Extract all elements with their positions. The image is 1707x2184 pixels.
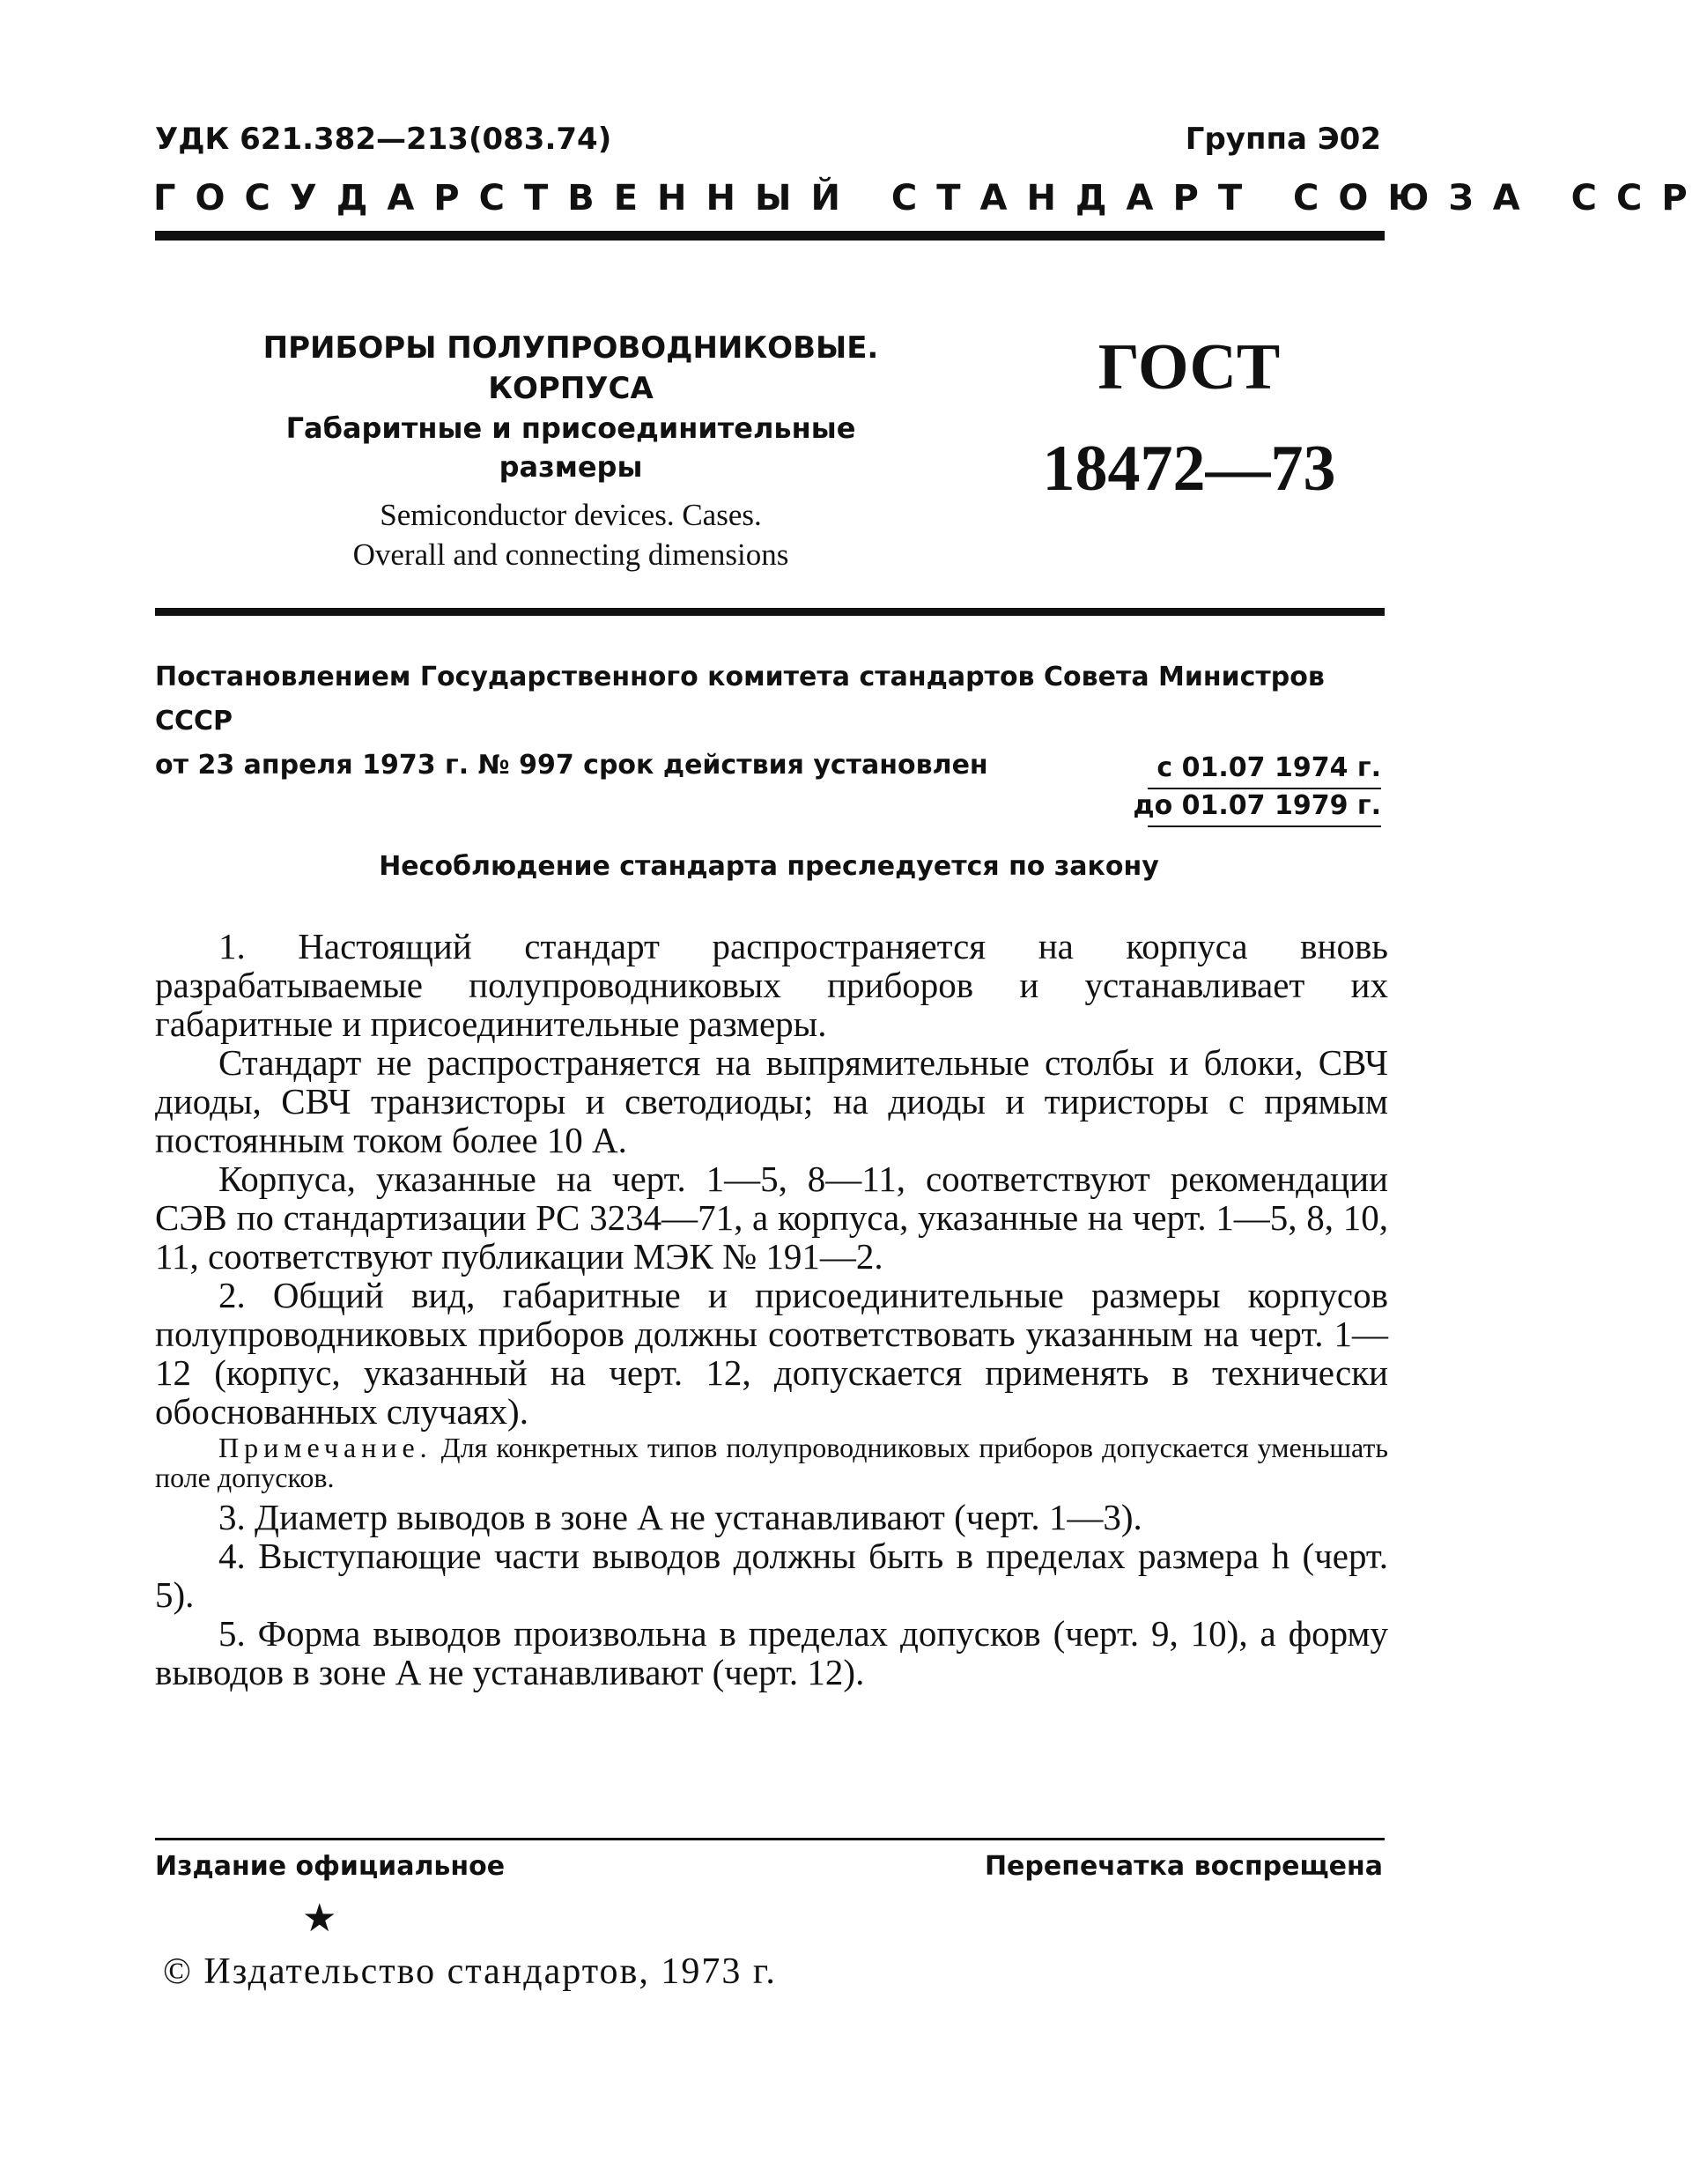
- title-rule: [155, 608, 1385, 616]
- date-underline: [1148, 825, 1381, 827]
- state-standard-banner: ГОСУДАРСТВЕННЫЙ СТАНДАРТ СОЮЗА ССР: [153, 178, 1707, 218]
- standard-body-text: [155, 927, 1388, 1692]
- date-underline: [1148, 788, 1381, 789]
- title-english-line2: Overall and connecting dimensions: [352, 537, 789, 572]
- document-title-block: [210, 328, 932, 574]
- copyright-notice: © Издательство стандартов, 1973 г.: [163, 1951, 777, 1992]
- clause-5-paragraph: 5. Форма выводов произвольна в пределах допусков (черт. 9, 10), а форму выводов в зоне A не устанавливают (черт. 12).: [155, 1613, 1388, 1692]
- header-rule: [155, 231, 1385, 241]
- note-text: Для конкретных типов полупроводниковых приборов допускается уменьшать поле допусков.: [155, 1432, 1389, 1493]
- gost-number: 18472—73: [1042, 433, 1336, 505]
- official-edition-label: Издание официальное: [155, 1851, 506, 1882]
- clause-1-exclusions: Стандарт не распространяется на выпрямительные столбы и блоки, СВЧ диоды, СВЧ транзисторы и светодиоды; на диоды и тиристоры с прямым постоянным током более 10 А.: [155, 1042, 1388, 1160]
- clause-1-references: Корпуса, указанные на черт. 1—5, 8—11, соответствуют рекомендации СЭВ по стандартизации PC 3234—71, а корпуса, указанные на черт. 1—5, 8, 10, 11, соответствуют публикации МЭК № 191—2.: [155, 1159, 1388, 1277]
- clause-3-paragraph: 3. Диаметр выводов в зоне A не устанавливают (черт. 1—3).: [218, 1497, 1142, 1537]
- validity-date-from: с 01.07 1974 г.: [1156, 752, 1381, 783]
- reprint-prohibited-label: Перепечатка воспрещена: [984, 1851, 1383, 1882]
- title-english-line1: Semiconductor devices. Cases.: [380, 498, 762, 532]
- legal-warning: Несоблюдение стандарта преследуется по закону: [379, 851, 1159, 882]
- group-code: Группа Э02: [1185, 122, 1381, 157]
- footer-rule: [155, 1838, 1385, 1840]
- clause-1-paragraph: 1. Настоящий стандарт распространяется на корпуса вновь разрабатываемые полупроводниковых приборов и устанавливает их габаритные и присоединительные размеры.: [155, 926, 1388, 1044]
- gost-label: ГОСТ: [1097, 331, 1281, 403]
- validity-date-to: до 01.07 1979 г.: [1133, 790, 1381, 821]
- decree-line1: Постановлением Государственного комитета стандартов Совета Министров СССР: [155, 662, 1325, 737]
- title-subtitle-line1: Габаритные и присоединительные: [285, 411, 856, 445]
- clause-4-paragraph: 4. Выступающие части выводов должны быть в пределах размера h (черт. 5).: [155, 1536, 1388, 1615]
- decree-line2: от 23 апреля 1973 г. № 997 срок действия установлен: [155, 750, 988, 781]
- star-icon: ★: [302, 1897, 337, 1940]
- clause-2-paragraph: 2. Общий вид, габаритные и присоединительные размеры корпусов полупроводниковых приборов должны соответствовать указанным на черт. 1—12 (корпус, указанный на черт. 12, допускается применять в технически обоснованных случаях).: [155, 1275, 1388, 1432]
- title-main: ПРИБОРЫ ПОЛУПРОВОДНИКОВЫЕ. КОРПУСА: [262, 330, 879, 406]
- title-subtitle-line2: размеры: [499, 450, 643, 484]
- note-paragraph: [155, 1433, 1388, 1492]
- note-label: Примечание.: [218, 1432, 432, 1463]
- udk-code: УДК 621.382—213(083.74): [155, 122, 612, 157]
